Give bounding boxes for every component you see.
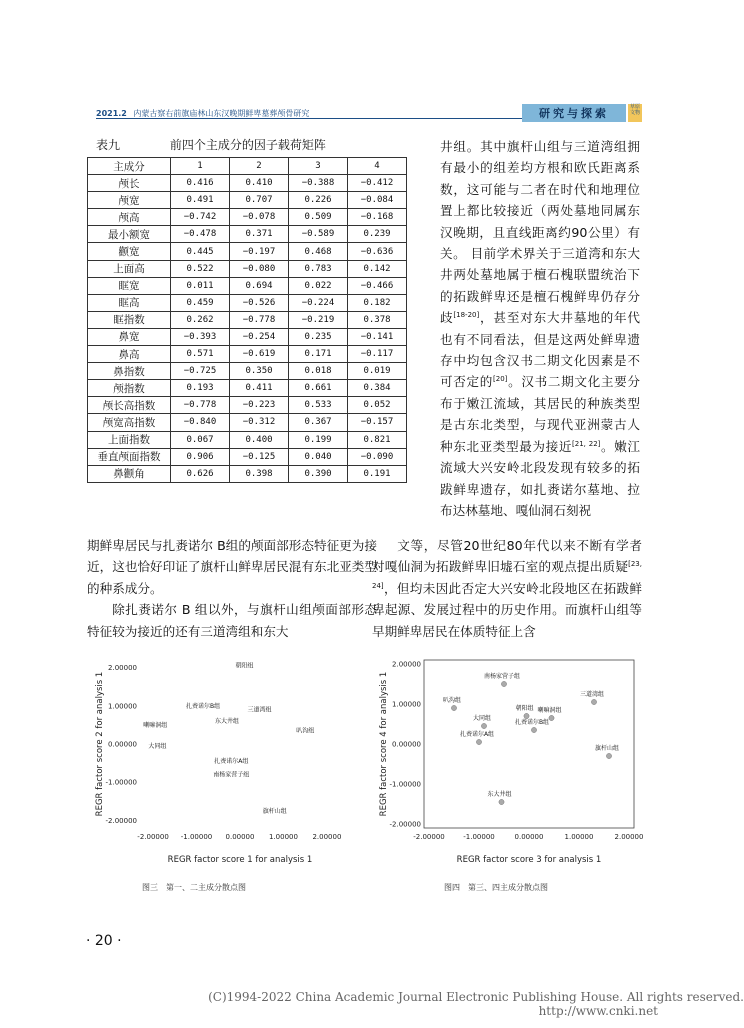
point-label: 朝阳组 xyxy=(235,662,254,670)
table-cell: 0.367 xyxy=(289,414,348,431)
x-tick-label: -1.00000 xyxy=(180,833,213,841)
table-row xyxy=(88,192,407,209)
para-right-d: 。嫩江流域大兴安岭北段发现有较多的拓跋鲜卑遗存，如扎赉诺尔墓地、拉布达林墓地、嘎仙洞石刻祝 xyxy=(440,438,641,518)
point-label: 南杨家营子组 xyxy=(483,673,521,680)
section-label: 研究与探索 xyxy=(522,104,626,122)
right-lower-text xyxy=(372,535,642,642)
para-right-a: 井组。其中旗杆山组与三道湾组拥有最小的组差均方根和欧氏距离系数，这可能与二者在时代和地理位置上都比较接近（两处墓地同属东汉晚期，且直线距离约90公里）有关。 目前学术界关于三道湾和东大井两处墓地属于檀石槐联盟统治下的拓跋鲜卑还是檀石槐鲜卑仍存分歧 xyxy=(440,139,640,326)
table-cell: 0.226 xyxy=(289,192,348,209)
row-label: 眶高 xyxy=(88,294,171,311)
x-tick-label: 2.00000 xyxy=(312,833,342,841)
table-cell: −0.223 xyxy=(230,397,289,414)
table-row xyxy=(88,448,407,465)
table-cell: 3 xyxy=(289,158,348,175)
row-label: 颅宽高指数 xyxy=(88,414,171,431)
table-cell: 0.011 xyxy=(171,277,230,294)
row-label: 眶指数 xyxy=(88,311,171,328)
table-cell: 0.411 xyxy=(230,380,289,397)
x-tick-label: 0.00000 xyxy=(514,833,544,841)
point-label: 叭沟组 xyxy=(296,727,315,735)
table-row xyxy=(88,363,407,380)
table-cell: −0.388 xyxy=(289,175,348,192)
point-label: 旗杆山组 xyxy=(262,807,287,815)
row-label: 颅宽 xyxy=(88,192,171,209)
citation: [21, 22] xyxy=(572,439,601,448)
point-label: 喇嘛洞组 xyxy=(143,721,168,729)
table-cell: 0.235 xyxy=(289,328,348,345)
table-cell: 0.707 xyxy=(230,192,289,209)
table-cell: 0.571 xyxy=(171,346,230,363)
table-cell: 4 xyxy=(348,158,407,175)
table-cell: 0.067 xyxy=(171,431,230,448)
right-column-text xyxy=(440,136,640,521)
table-cell: 0.445 xyxy=(171,243,230,260)
row-label: 颅长 xyxy=(88,175,171,192)
table-cell: 0.459 xyxy=(171,294,230,311)
y-axis-label: REGR factor score 2 for analysis 1 xyxy=(95,671,105,817)
y-tick-label: -1.00000 xyxy=(105,778,137,787)
table-cell: −0.080 xyxy=(230,260,289,277)
table-cell: 0.694 xyxy=(230,277,289,294)
row-label: 颅高 xyxy=(88,209,171,226)
table-row xyxy=(88,294,407,311)
table-cell: −0.742 xyxy=(171,209,230,226)
point-label: 东大井组 xyxy=(487,791,512,798)
data-point xyxy=(481,723,486,728)
x-tick-label: 2.00000 xyxy=(614,833,644,841)
table-row xyxy=(88,175,407,192)
table-cell: −0.141 xyxy=(348,328,407,345)
table-cell: −0.224 xyxy=(289,294,348,311)
table-cell: −0.412 xyxy=(348,175,407,192)
table-cell: 0.509 xyxy=(289,209,348,226)
table-cell: 0.350 xyxy=(230,363,289,380)
data-point xyxy=(501,681,506,686)
table-body xyxy=(88,158,407,483)
figure-3 xyxy=(78,648,368,874)
factor-loading-table xyxy=(87,157,407,483)
table-row xyxy=(88,158,407,175)
y-tick-label: -2.00000 xyxy=(105,816,137,825)
table-cell: −0.157 xyxy=(348,414,407,431)
table-cell: −0.526 xyxy=(230,294,289,311)
table-cell: −0.125 xyxy=(230,448,289,465)
table-cell: −0.778 xyxy=(171,397,230,414)
table-cell: 0.522 xyxy=(171,260,230,277)
point-label: 大同组 xyxy=(472,715,492,722)
data-point xyxy=(499,799,504,804)
table-cell: −0.478 xyxy=(171,226,230,243)
citation: [20] xyxy=(493,375,508,384)
point-label: 喇嘛洞组 xyxy=(537,707,562,714)
footer-text: (C)1994-2022 China Academic Journal Electronic Publishing House. All rights reserved. http://www.cnki.net xyxy=(208,990,744,1018)
para-r2-b: ，但均未因此否定大兴安岭北段地区在拓跋鲜卑起源、发展过程中的历史作用。而旗杆山组等早期鲜卑居民在体质特征上含 xyxy=(372,580,642,639)
table-cell: −0.254 xyxy=(230,328,289,345)
table-cell: 0.040 xyxy=(289,448,348,465)
y-axis-label: REGR factor score 4 for analysis 1 xyxy=(379,671,389,817)
table-cell: 0.906 xyxy=(171,448,230,465)
figure-3-caption: 图三 第一、二主成分散点图 xyxy=(142,883,246,892)
table-cell: −0.090 xyxy=(348,448,407,465)
x-axis-label: REGR factor score 3 for analysis 1 xyxy=(456,855,602,865)
table-row xyxy=(88,311,407,328)
scatter-chart-3-4 xyxy=(372,648,647,870)
data-point xyxy=(531,727,536,732)
data-point xyxy=(451,705,456,710)
table-row xyxy=(88,328,407,345)
data-point xyxy=(606,753,611,758)
table-row xyxy=(88,260,407,277)
table-cell: −0.197 xyxy=(230,243,289,260)
table-cell: 0.171 xyxy=(289,346,348,363)
table-row xyxy=(88,380,407,397)
table-cell: 0.384 xyxy=(348,380,407,397)
table-cell: 0.783 xyxy=(289,260,348,277)
y-tick-label: 0.00000 xyxy=(108,740,137,749)
table-cell: 0.390 xyxy=(289,465,348,482)
table-cell: 0.018 xyxy=(289,363,348,380)
table-caption xyxy=(96,136,326,153)
table-row xyxy=(88,346,407,363)
page-number: · 20 · xyxy=(86,933,122,949)
table-cell: 2 xyxy=(230,158,289,175)
figure-4 xyxy=(372,648,647,874)
table-title: 前四个主成分的因子载荷矩阵 xyxy=(169,138,326,152)
table-cell: −0.466 xyxy=(348,277,407,294)
table-cell: 0.193 xyxy=(171,380,230,397)
x-tick-label: -2.00000 xyxy=(413,833,445,841)
para-r2-a: 文等，尽管20世纪80年代以来不断有学者对嘎仙洞为拓跋鲜卑旧墟石室的观点提出质疑 xyxy=(372,538,642,575)
table-cell: 0.019 xyxy=(348,363,407,380)
data-point xyxy=(476,739,481,744)
plot-frame xyxy=(424,660,634,828)
table-cell: 0.533 xyxy=(289,397,348,414)
figure-4-caption: 图四 第三、四主成分散点图 xyxy=(444,883,548,892)
citation: [18-20] xyxy=(453,311,480,320)
para-right-c: 。汉书二期文化主要分布于嫩江流域，其居民的种族类型是古东北类型，与现代亚洲蒙古人种东北亚类型最为接近 xyxy=(440,374,641,454)
journal-mini-logo: 草原文物 xyxy=(628,104,642,122)
point-label: 大同组 xyxy=(148,742,167,750)
table-row xyxy=(88,243,407,260)
para-left-2: 除扎赉诺尔 B 组以外，与旗杆山组颅面部形态特征较为接近的还有三道湾组和东大 xyxy=(87,602,377,639)
y-tick-label: 1.00000 xyxy=(392,700,421,709)
left-column-text xyxy=(87,535,377,642)
row-label: 鼻高 xyxy=(88,346,171,363)
table-cell: −0.117 xyxy=(348,346,407,363)
table-row xyxy=(88,397,407,414)
table-cell: 0.410 xyxy=(230,175,289,192)
row-label: 最小额宽 xyxy=(88,226,171,243)
table-cell: −0.778 xyxy=(230,311,289,328)
para-right-b: ，甚至对东大井墓地的年代也有不同看法，但是这两处鲜卑遗存中均包含汉书二期文化因素是不可否定的 xyxy=(440,310,641,390)
x-tick-label: -1.00000 xyxy=(463,833,495,841)
table-cell: 0.491 xyxy=(171,192,230,209)
x-tick-label: 0.00000 xyxy=(225,833,255,841)
table-cell: 0.661 xyxy=(289,380,348,397)
table-cell: −0.084 xyxy=(348,192,407,209)
x-tick-label: -2.00000 xyxy=(137,833,169,841)
table-number: 表九 xyxy=(96,138,121,152)
row-label: 鼻颧角 xyxy=(88,465,171,482)
table-cell: −0.619 xyxy=(230,346,289,363)
table-cell: 0.821 xyxy=(348,431,407,448)
x-tick-label: 1.00000 xyxy=(269,833,298,841)
table-cell: −0.725 xyxy=(171,363,230,380)
table-cell: 0.239 xyxy=(348,226,407,243)
table-cell: −0.840 xyxy=(171,414,230,431)
table-cell: 0.398 xyxy=(230,465,289,482)
table-cell: 0.022 xyxy=(289,277,348,294)
table-cell: −0.393 xyxy=(171,328,230,345)
point-label: 三道湾组 xyxy=(579,691,605,698)
data-point xyxy=(549,715,554,720)
point-label: 三道湾组 xyxy=(247,706,272,714)
issue-year: 2021.2 xyxy=(96,109,127,118)
table-row xyxy=(88,226,407,243)
row-label: 眶宽 xyxy=(88,277,171,294)
data-point xyxy=(524,713,529,718)
citation: [23, 24] xyxy=(372,560,642,590)
row-label: 颅长高指数 xyxy=(88,397,171,414)
row-label: 颧宽 xyxy=(88,243,171,260)
point-label: 南杨家营子组 xyxy=(213,771,250,779)
point-label: 扎赉诺尔B组 xyxy=(514,719,550,726)
table-cell: −0.168 xyxy=(348,209,407,226)
point-label: 旗杆山组 xyxy=(594,745,620,752)
table-cell: −0.636 xyxy=(348,243,407,260)
table-cell: −0.078 xyxy=(230,209,289,226)
table-row xyxy=(88,465,407,482)
table-cell: −0.219 xyxy=(289,311,348,328)
row-label: 上面指数 xyxy=(88,431,171,448)
y-tick-label: -2.00000 xyxy=(389,820,421,829)
row-label: 鼻指数 xyxy=(88,363,171,380)
table-cell: 0.199 xyxy=(289,431,348,448)
x-tick-label: 1.00000 xyxy=(564,833,594,841)
y-tick-label: 2.00000 xyxy=(392,660,421,669)
point-label: 扎赉诺尔A组 xyxy=(459,731,495,738)
table-row xyxy=(88,414,407,431)
table-cell: 0.468 xyxy=(289,243,348,260)
table-cell: 0.142 xyxy=(348,260,407,277)
table-cell: 0.416 xyxy=(171,175,230,192)
y-tick-label: -1.00000 xyxy=(389,780,421,789)
table-cell: 0.371 xyxy=(230,226,289,243)
point-label: 朝阳组 xyxy=(515,705,534,712)
table-cell: 1 xyxy=(171,158,230,175)
point-label: 东大井组 xyxy=(214,718,239,726)
table-cell: 0.182 xyxy=(348,294,407,311)
point-label: 叭沟组 xyxy=(442,697,462,704)
scatter-chart-1-2 xyxy=(78,648,368,870)
table-cell: 0.262 xyxy=(171,311,230,328)
table-row xyxy=(88,209,407,226)
y-tick-label: 0.00000 xyxy=(392,740,421,749)
table-cell: 0.378 xyxy=(348,311,407,328)
table-cell: 0.626 xyxy=(171,465,230,482)
row-label: 上面高 xyxy=(88,260,171,277)
x-axis-label: REGR factor score 1 for analysis 1 xyxy=(167,855,313,865)
row-label: 垂直颅面指数 xyxy=(88,448,171,465)
table-row xyxy=(88,277,407,294)
row-label: 鼻宽 xyxy=(88,328,171,345)
table-cell: 0.191 xyxy=(348,465,407,482)
point-label: 扎赉诺尔A组 xyxy=(214,758,249,766)
row-label: 颅指数 xyxy=(88,380,171,397)
data-point xyxy=(591,699,596,704)
copyright-footer xyxy=(0,990,744,1018)
para-left-1: 期鲜卑居民与扎赉诺尔 B组的颅面部形态特征更为接近，这也恰好印证了旗杆山鲜卑居民混有东北亚类型的种系成分。 xyxy=(87,538,377,596)
table-cell: 0.400 xyxy=(230,431,289,448)
y-tick-label: 2.00000 xyxy=(108,664,137,673)
running-title: 内蒙古察右前旗庙林山东汉晚期鲜卑墓葬颅骨研究 xyxy=(133,109,310,118)
table-cell: −0.312 xyxy=(230,414,289,431)
row-label: 主成分 xyxy=(88,158,171,175)
point-label: 扎赉诺尔B组 xyxy=(185,702,221,710)
y-tick-label: 1.00000 xyxy=(108,702,137,711)
table-row xyxy=(88,431,407,448)
table-cell: −0.589 xyxy=(289,226,348,243)
table-cell: 0.052 xyxy=(348,397,407,414)
